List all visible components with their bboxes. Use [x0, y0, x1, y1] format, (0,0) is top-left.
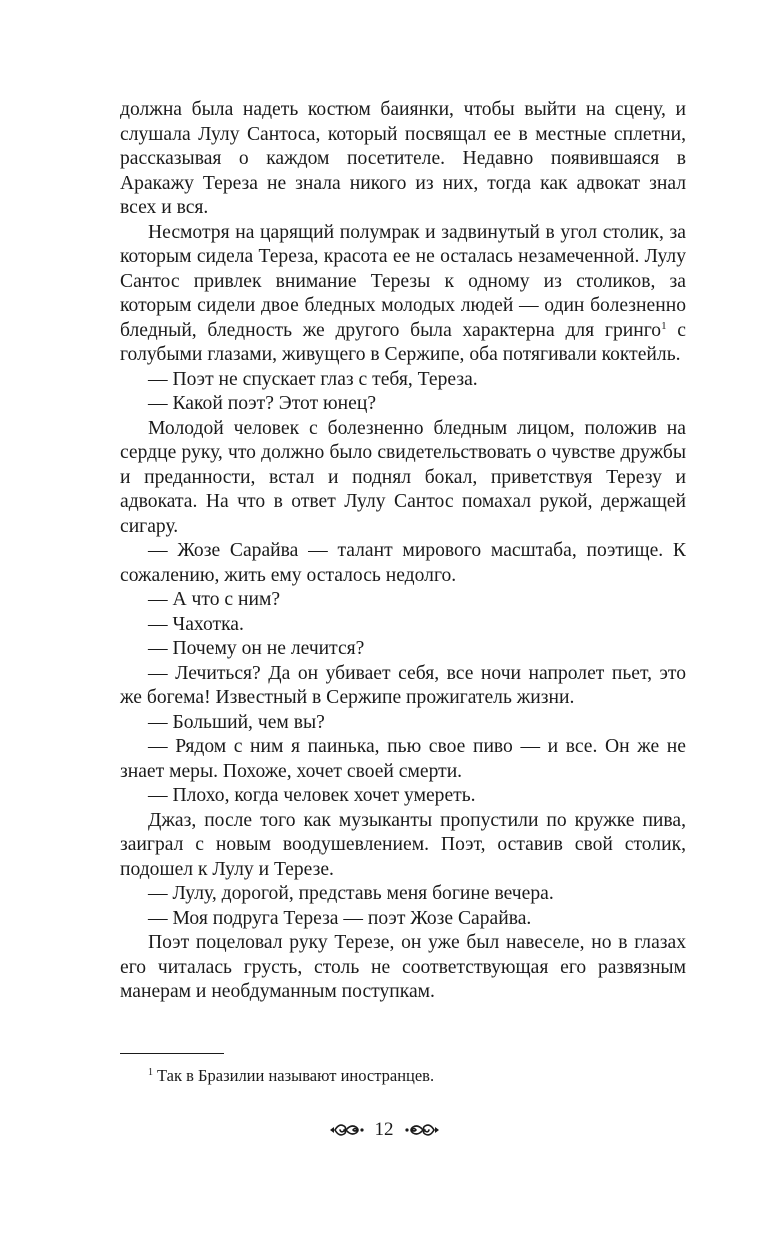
dialogue-line: — Поэт не спускает глаз с тебя, Тереза.: [148, 368, 478, 390]
dialogue-line: — Жозе Сарайва — талант мирового масштаба, поэтище. К сожалению, жить ему осталось недолго.: [120, 540, 686, 586]
footnote-marker: 1: [148, 1067, 153, 1078]
dialogue-line: — Рядом с ним я паинька, пью свое пиво — и все. Он же не знает меры. Похоже, хочет своей смерти.: [120, 736, 686, 782]
dialogue-line: — Больший, чем вы?: [148, 711, 325, 733]
dialogue-line: — Лулу, дорогой, представь меня богине вечера.: [148, 883, 554, 904]
footnote: [148, 1066, 434, 1086]
footnote-reference[interactable]: 1: [661, 319, 667, 332]
paragraph: Джаз, после того как музыканты пропустили по кружке пива, заиграл с новым воодушевлением. Поэт, оставив свой столик, подошел к Лулу и Терезе.: [120, 809, 686, 880]
page-number: 12: [374, 1119, 394, 1140]
dialogue-line: — Лечиться? Да он убивает себя, все ночи напролет пьет, это же богема! Известный в Сержипе прожигатель жизни.: [120, 662, 686, 708]
body-text: [120, 98, 686, 1005]
dialogue-line: — Почему он не лечится?: [148, 638, 365, 659]
paragraph: Поэт поцеловал руку Терезе, он уже был навеселе, но в глазах его читалась грусть, столь не соответствующая его развязным манерам и необдуманным поступкам.: [120, 932, 686, 1002]
paragraph: Молодой человек с болезненно бледным лицом, положив на сердце руку, что должно было свидетельствовать о чувстве дружбы и преданности, встал и поднял бокал, приветствуя Терезу и адвоката. На что в ответ Лулу Сантос помахал рукой, держащей сигару.: [120, 417, 686, 537]
dialogue-line: — А что с ним?: [148, 589, 281, 610]
dialogue-line: — Плохо, когда человек хочет умереть.: [148, 785, 476, 806]
dialogue-line: — Чахотка.: [148, 613, 244, 635]
fleuron-left-icon: [329, 1119, 365, 1141]
footnote-divider: [120, 1053, 224, 1054]
paragraph-2: Несмотря на царящий полумрак и задвинутый в угол столик, за которым сидела Тереза, красота ее не осталась незамеченной. Лулу Сантос привлек внимание Терезы к одному из столиков, за которым сидели двое бледных молодых людей — один болезненно бледный, бледность же другого была характерна для гринго$^1$ с голубыми глазами, живущего в Сержипе, оба потягивали коктейль.: [120, 221, 686, 365]
dialogue-line: — Какой поэт? Этот юнец?: [148, 393, 377, 414]
dialogue-line: — Моя подруга Тереза — поэт Жозе Сарайва.: [148, 907, 532, 929]
fleuron-right-icon: [404, 1119, 440, 1141]
paragraph-1: должна была надеть костюм баиянки, чтобы выйти на сцену, и слушала Лулу Сантоса, который посвящал ее в местные сплетни, рассказывая о каждом посетителе. Недавно появившаяся в Аракажу Тереза не знала никого из них, тогда как адвокат знал всех и вся.: [120, 99, 686, 218]
footnote-text: Так в Бразилии называют иностранцев.: [157, 1066, 435, 1085]
page-folio: [0, 1113, 768, 1147]
